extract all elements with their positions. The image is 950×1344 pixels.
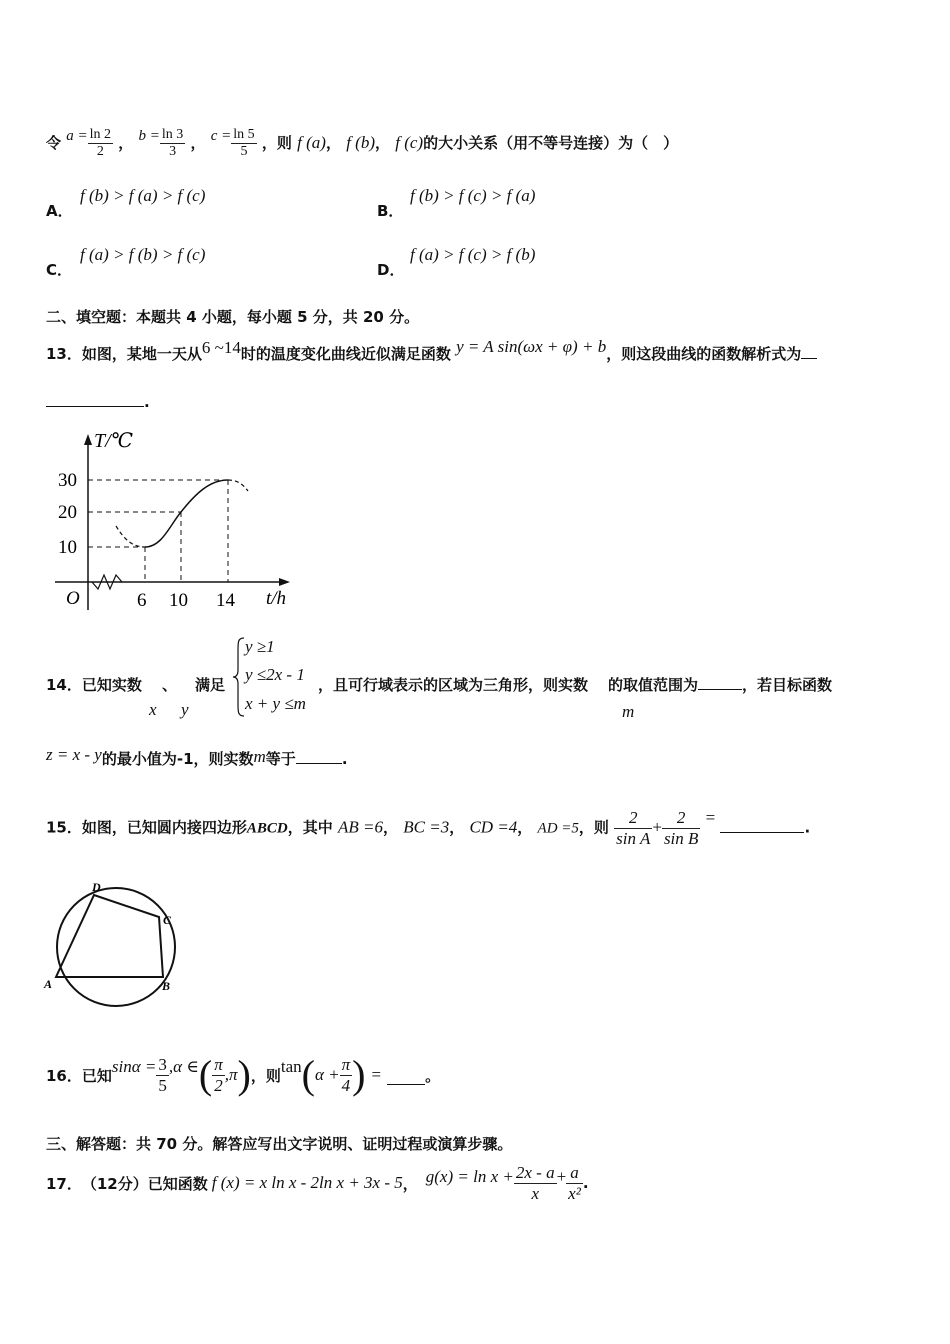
q12-b-frac: $\frac{\ln 3}{3}$ — [161, 127, 184, 160]
q12-option-c-label: C． — [46, 261, 73, 279]
y-tick-10: 10 — [58, 537, 77, 558]
q12-option-a: f (b) > f (a) > f (c) — [80, 186, 206, 205]
y-tick-30: 30 — [58, 470, 77, 491]
q13-answer-blank-1[interactable] — [801, 358, 817, 359]
q12-option-d-label: D． — [377, 261, 405, 279]
vertex-b: B — [162, 979, 171, 993]
q14-answer-blank-1[interactable] — [698, 689, 742, 690]
q14-line2: z = x - y的最小值为-1，则实数m等于 . — [46, 745, 348, 768]
q13-answer-line: . — [46, 393, 150, 411]
temperature-chart — [50, 425, 300, 620]
q12-c-label: c = — [210, 128, 232, 145]
x-tick-14: 14 — [216, 590, 235, 611]
q12-option-c: f (a) > f (b) > f (c) — [80, 245, 206, 264]
section3-heading: 三、解答题：共 70 分。解答应写出文字说明、证明过程或演算步骤。 — [46, 1135, 513, 1153]
q12-a-label: a = — [66, 128, 88, 145]
vertex-d: D — [92, 880, 101, 894]
q12-fc: f (c) — [395, 133, 424, 153]
q15-cd: CD =4 — [469, 817, 518, 837]
q13-answer-blank-2[interactable] — [46, 406, 144, 407]
q14-var-y: y — [181, 700, 189, 719]
q12-option-a-label: A． — [46, 202, 73, 220]
q16-frac: $\frac{3}{5}$ — [158, 1054, 167, 1095]
q12-c-frac: $\frac{\ln 5}{5}$ — [233, 127, 255, 160]
q17-stem: 17． （12分） 已知函数 f (x) = x ln x - 2ln x + 3x - 5 ， g(x) = ln x + $\frac{2x - a}{x}$ + $\frac{a}{\text{x²}}$ . — [46, 1162, 589, 1203]
section2-heading: 二、填空题：本题共 4 小题，每小题 5 分，共 20 分。 — [46, 308, 420, 326]
q15-frac-1: $\frac{2}{\text{sin A}}$ — [616, 808, 651, 848]
y-axis-arrow — [84, 434, 92, 445]
q17-g-frac-2: $\frac{a}{\text{x²}}$ — [568, 1162, 581, 1203]
circumcircle — [57, 888, 175, 1006]
q12-stem: 令 a = $\frac{\ln 2}{2}$ ， b = $\frac{\ln 3}{3}$ ， c = $\frac{\ln 5}{5}$ ，则 f (a)， f (b)， f (c)的大小关系（用不等号连接）为（ ） — [46, 127, 679, 160]
q14-answer-blank-2[interactable] — [296, 763, 342, 764]
q12-prefix: 令 — [46, 134, 62, 153]
q15-answer-blank[interactable] — [720, 832, 804, 833]
q17-g-frac-1: $\frac{2x - a}{x}$ — [515, 1162, 555, 1203]
y-tick-20: 20 — [58, 502, 77, 523]
vertex-c: C — [163, 913, 172, 927]
vertex-a: A — [44, 977, 53, 991]
q15-bc: BC =3 — [403, 817, 450, 837]
curve-left-extension — [116, 526, 145, 547]
q15-stem: 15．如图，已知圆内接四边形ABCD，其中 AB =6， BC =3， CD =4， AD =5，则 $\frac{2}{\text{sin A}}$ + $\frac{2}{\text{sin B}}$ = . — [46, 807, 811, 848]
q15-frac-2: $\frac{2}{\text{sin B}}$ — [663, 808, 699, 848]
y-axis-label: T/℃ — [94, 430, 134, 452]
cyclic-quadrilateral-figure — [42, 880, 182, 1010]
q15-ab: AB =6 — [338, 817, 383, 837]
q14-constraint-3: x + y ≤m — [245, 694, 306, 713]
origin-label: O — [66, 588, 80, 609]
q14-constraint-2: y ≤2x - 1 — [245, 665, 305, 684]
x-axis-arrow — [279, 578, 290, 586]
curve-right-extension — [228, 480, 248, 491]
q12-option-b-label: B． — [377, 202, 404, 220]
x-tick-6: 6 — [137, 590, 147, 611]
q14-satisfy: 满足 — [195, 676, 226, 694]
q14-var-m: m — [622, 702, 635, 721]
q12-fb: f (b) — [346, 133, 375, 153]
q14-num: 14．已知实数 — [46, 676, 142, 694]
q16-answer-blank[interactable] — [387, 1066, 425, 1085]
q16-tan: tan — [280, 1057, 302, 1076]
q13-stem: 13．如图，某地一天从6 ~14时的温度变化曲线近似满足函数 y = A sin(ωx + φ) + b，则这段曲线的函数解析式为 — [46, 343, 817, 364]
left-brace — [232, 636, 246, 718]
q14-sep: 、 — [162, 676, 178, 694]
q12-option-b: f (b) > f (c) > f (a) — [410, 186, 536, 205]
q14-var-x: x — [149, 700, 157, 719]
q14-text: ，且可行域表示的区域为三角形，则实数 的取值范围为 ，若目标函数 — [318, 676, 833, 694]
q14-constraint-1: y ≥1 — [245, 637, 275, 656]
q12-a-frac: $\frac{\ln 2}{2}$ — [89, 127, 112, 160]
q16-sin: sinα = — [111, 1057, 157, 1076]
q14-objective: z = x - y — [46, 745, 102, 764]
q13-range: 6 ~14 — [201, 338, 241, 357]
q12-b-label: b = — [138, 128, 160, 145]
q17-g: g(x) = ln x + — [425, 1167, 514, 1186]
q12-option-d: f (a) > f (c) > f (b) — [410, 245, 536, 264]
q16-stem: 16． 已知 sinα = $\frac{3}{5}$ ,α ∈ ( $\frac{\pi}{2}$ ,π ) ，则 tan ( α + $\frac{\pi}{4}$ ) = 。 — [46, 1052, 441, 1097]
x-tick-10: 10 — [169, 590, 188, 611]
x-axis-label: t/h — [266, 588, 287, 609]
q15-ad: AD =5 — [537, 820, 579, 837]
q16-pi-frac: $\frac{\pi}{2}$ — [214, 1054, 223, 1095]
q16-pi4-frac: $\frac{\pi}{4}$ — [341, 1054, 351, 1095]
temperature-curve — [145, 480, 228, 547]
q12-fa: f (a) — [297, 133, 326, 153]
q17-f: f (x) = x ln x - 2ln x + 3x - 5 — [211, 1173, 403, 1192]
q13-function: y = A sin(ωx + φ) + b — [456, 337, 607, 356]
